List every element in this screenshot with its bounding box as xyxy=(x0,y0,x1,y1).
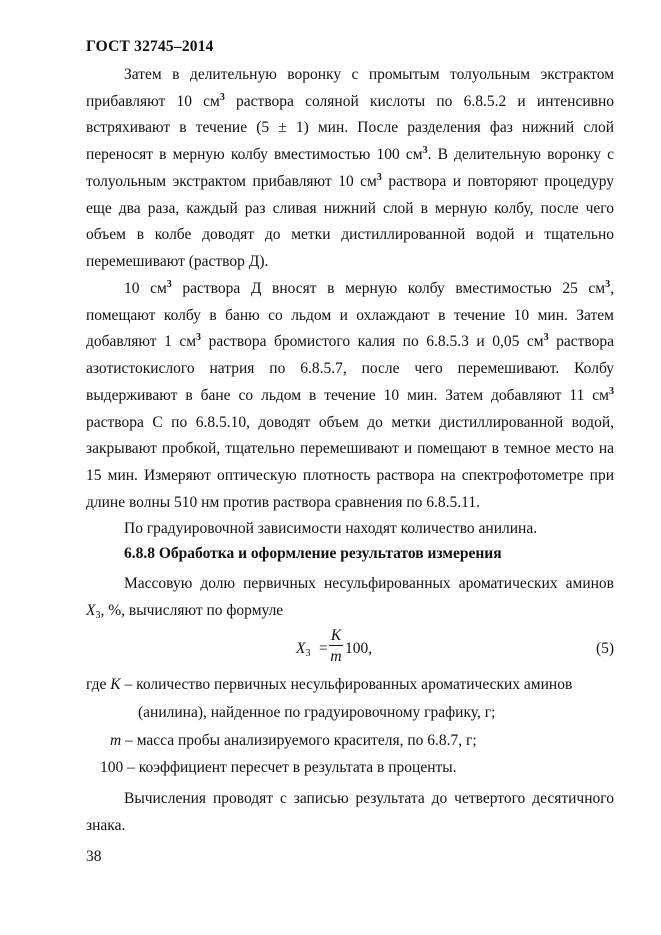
unit-exponent: 3 xyxy=(219,91,225,103)
standard-header: ГОСТ 32745–2014 xyxy=(86,38,214,55)
p4-text-1: Массовую долю первичных несульфированных ароматических аминов xyxy=(124,575,614,592)
unit-exponent: 3 xyxy=(543,332,549,344)
definition-100: 100 – коэффициент пересчет в результата в проценты. xyxy=(100,759,457,776)
p2-text-1: 10 см xyxy=(124,280,167,297)
p1-text-4: раствора и повторяют процедуру еще два раза, каждый раз сливая нижний слой в мерную колбу, после чего объем в колбе доводят до метки дистиллированной водой и тщательно перемешивают (раствор Д). xyxy=(86,172,614,270)
p4-variable-subscript: 3 xyxy=(95,609,101,621)
formula-lhs-subscript: 3 xyxy=(305,648,311,659)
equation-number: (5) xyxy=(596,640,615,657)
unit-exponent: 3 xyxy=(376,171,382,183)
p2-text-3: , помещают колбу в баню со льдом и охлаждают в течение 10 мин. Затем добавляют 1 см xyxy=(86,280,614,351)
definition-m: m – масса пробы анализируемого красителя, по 6.8.7, г; xyxy=(110,732,477,749)
paragraph-calibration: По градуировочной зависимости находят количество анилина. xyxy=(124,520,538,537)
unit-exponent: 3 xyxy=(166,279,172,290)
unit-exponent: 3 xyxy=(609,385,614,397)
paragraph-measurement xyxy=(86,276,614,516)
p4-variable: X xyxy=(86,601,96,619)
p1-text-1: Затем в делительную воронку с промытым толуольным экстрактом прибавляют 10 см xyxy=(86,66,614,110)
paragraph-rounding: Вычисления проводят с записью результата до четвертого десятичного знака. xyxy=(86,790,614,834)
unit-exponent: 3 xyxy=(422,145,428,157)
formula-denominator: m xyxy=(330,648,342,665)
p1-text-2: раствора соляной кислоты по 6.8.5.2 и интенсивно встряхивают в течение (5 ± 1) мин. После разделения фаз нижний слой переносят в мерную колбу вместимостью 100 см xyxy=(86,92,614,164)
formula-equals: = xyxy=(319,640,328,657)
p2-text-4: раствора бромистого калия по 6.8.5.3 и 0,05 см xyxy=(201,333,544,351)
formula-coefficient: 100, xyxy=(345,640,373,657)
definition-k-var: K xyxy=(110,676,121,693)
paragraph-formula-intro xyxy=(86,571,614,624)
fraction-bar xyxy=(329,645,343,646)
definition-k: где K – количество первичных несульфированных ароматических аминов xyxy=(86,676,573,693)
p2-text-2: раствора Д вносят в мерную колбу вместимостью 25 см xyxy=(171,280,606,297)
unit-exponent: 3 xyxy=(196,332,202,344)
paragraph-extraction xyxy=(86,62,614,276)
unit-exponent: 3 xyxy=(605,279,611,290)
p1-text-3: . В делительную воронку с толуольным экстрактом прибавляют 10 см xyxy=(86,146,615,190)
formula-fraction xyxy=(329,627,343,665)
p2-text-5: раствора азотистокислого натрия по 6.8.5.7, после чего перемешивают. Колбу выдерживают в бане со льдом в течение 10 мин. Затем добавляют 11 см xyxy=(86,333,614,404)
formula-lhs: X3 xyxy=(296,640,311,659)
p4-text-2: , %, вычисляют по формуле xyxy=(100,601,284,619)
formula-numerator: K xyxy=(330,627,342,644)
page-number: 38 xyxy=(86,848,102,865)
definition-k-continuation: (анилина), найденное по градуировочному графику, г; xyxy=(138,704,496,721)
definition-m-var: m xyxy=(110,732,122,749)
subsection-heading: 6.8.8 Обработка и оформление результатов измерения xyxy=(124,545,502,562)
p2-text-6: раствора С по 6.8.5.10, доводят объем до метки дистиллированной водой, закрывают пробкой, тщательно перемешивают и помещают в темное место на 15 мин. Измеряют оптическую плотность раствора на спектрофотометре при длине волны 510 нм против раствора сравнения по 6.8.5.11. xyxy=(86,413,614,511)
